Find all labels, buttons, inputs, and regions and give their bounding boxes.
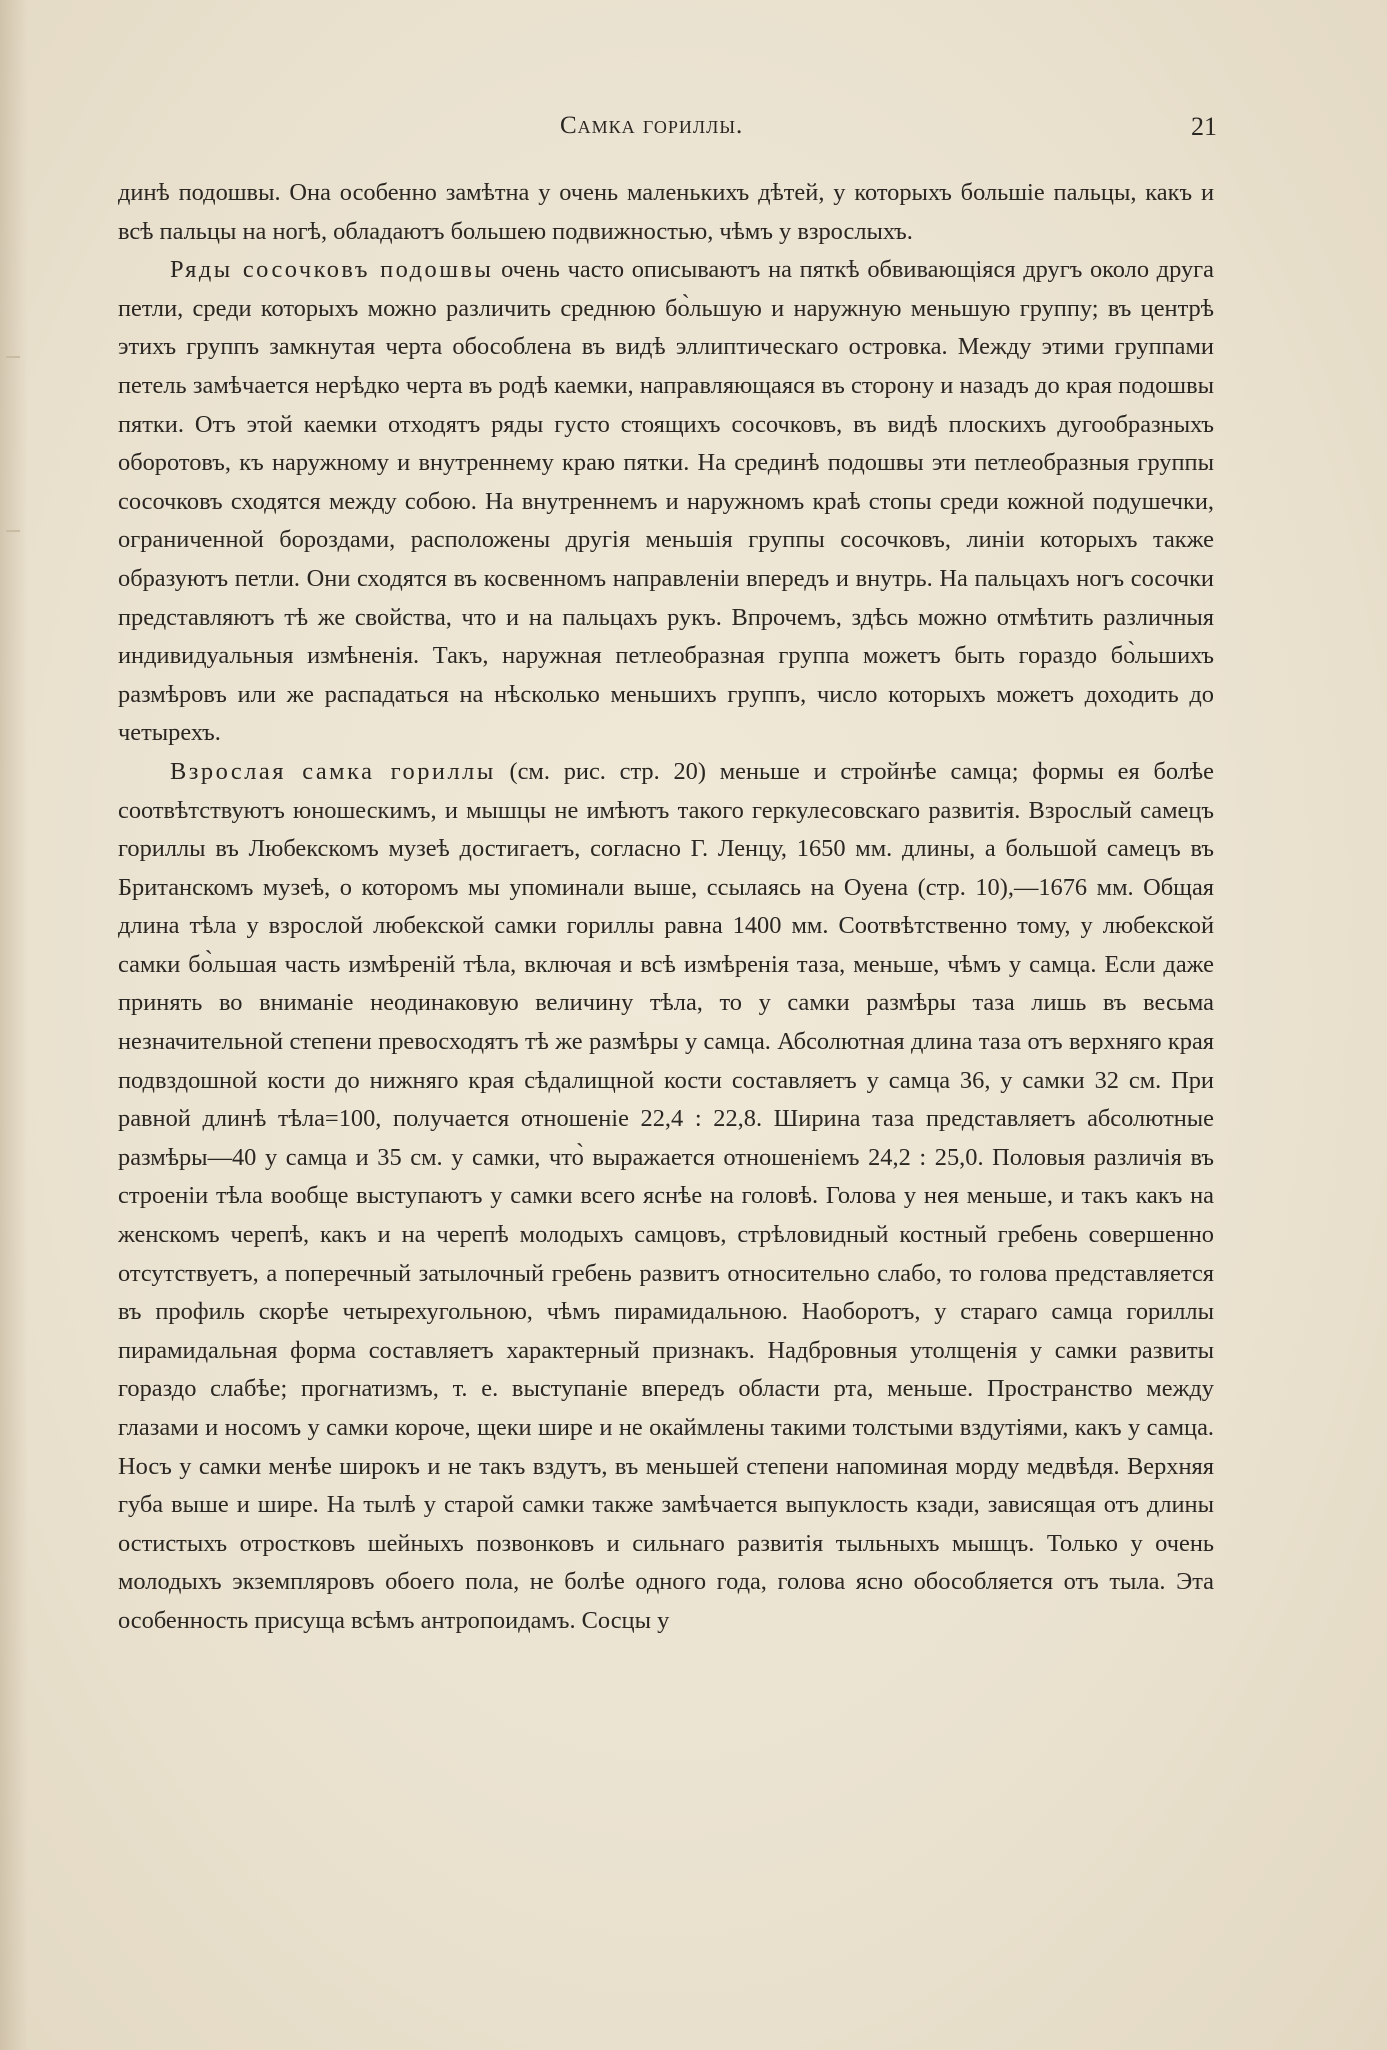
paragraph-text: (см. рис. стр. 20) меньше и стройнѣе самца; формы ея болѣе соотвѣтствуютъ юношескимъ, и мышцы не имѣютъ такого геркулесовскаго развитія. Взрослый самецъ гориллы въ Любекскомъ музеѣ достигаетъ, согласно Г. Ленцу, 1650 мм. длины, а большой самецъ въ Британскомъ музеѣ, о которомъ мы упоминали выше, ссылаясь на Оуена (стр. 10),—1676 мм. Общая длина тѣла у взрослой любекской самки гориллы равна 1400 мм. Соотвѣтственно тому, у любекской самки бо̀льшая часть измѣреній тѣла, включая и всѣ измѣренія таза, меньше, чѣмъ у самца. Если даже принять во вниманіе неодинаковую величину тѣла, то у самки размѣры таза лишь въ весьма незначительной степени превосходятъ тѣ же размѣры у самца. Абсолютная длина таза отъ верхняго края подвздошной кости до нижняго края сѣдалищной кости составляетъ у самца 36, у самки 32 см. При равной длинѣ тѣла=100, получается отношеніе 22,4 : 22,8. Ширина таза представляетъ абсолютные размѣры—40 у самца и 35 см. у самки, что̀ выражается отношеніемъ 24,2 : 25,0. Половыя различія въ строеніи тѣла вообще выступаютъ у самки всего яснѣе на головѣ. Голова у нея меньше, и такъ какъ на женскомъ черепѣ, какъ и на черепѣ молодыхъ самцовъ, стрѣловидный костный гребень совершенно отсутствуетъ, а поперечный затылочный гребень развитъ относительно слабо, то голова представляется въ профиль скорѣе четырехугольною, чѣмъ пирамидальною. Наоборотъ, у стараго самца гориллы пирамидальная форма составляетъ характерный признакъ. Надбровныя утолщенія у самки развиты гораздо слабѣе; прогнатизмъ, т. е. выступаніе впередъ области рта, меньше. Пространство между глазами и носомъ у самки короче, щеки шире и не окаймлены такими толстыми вздутіями, какъ у самца. Носъ у самки менѣе широкъ и не такъ вздутъ, въ меньшей степени напоминая морду медвѣдя. Верхняя губа выше и шире. На тылѣ у старой самки также замѣчается выпуклость кзади, зависящая отъ длины остистыхъ отростковъ шейныхъ позвонковъ и сильнаго развитія тыльныхъ мышцъ. Только у очень молодыхъ экземпляровъ обоего пола, не болѣе одного года, голова ясно обособляется отъ тыла. Эта особенность присуща всѣмъ антропоидамъ. Сосцы у	[118, 757, 1214, 1634]
running-head	[0, 112, 1387, 152]
spine-shadow	[0, 0, 28, 2050]
paragraph-text: очень часто описываютъ на пяткѣ обвивающіяся другъ около друга петли, среди которыхъ можно различить среднюю бо̀льшую и наружную меньшую группу; въ центрѣ этихъ группъ замкнутая черта обособлена въ видѣ эллиптическаго островка. Между этими группами петель замѣчается нерѣдко черта въ родѣ каемки, направляющаяся въ сторону и назадъ до края подошвы пятки. Отъ этой каемки отходятъ ряды густо стоящихъ сосочковъ, въ видѣ плоскихъ дугообразныхъ оборотовъ, къ наружному и внутреннему краю пятки. На срединѣ подошвы эти петлеобразныя группы сосочковъ сходятся между собою. На внутреннемъ и наружномъ краѣ стопы среди кожной подушечки, ограниченной бороздами, расположены другія меньшія группы сосочковъ, линіи которыхъ также образуютъ петли. Они сходятся въ косвенномъ направленіи впередъ и внутрь. На пальцахъ ногъ сосочки представляютъ тѣ же свойства, что и на пальцахъ рукъ. Впрочемъ, здѣсь можно отмѣтить различныя индивидуальныя измѣненія. Такъ, наружная петлеобразная группа можетъ быть гораздо бо̀льшихъ размѣровъ или же распадаться на нѣсколько меньшихъ группъ, число которыхъ можетъ доходить до четырехъ.	[118, 256, 1214, 747]
paragraph-text: динѣ подошвы. Она особенно замѣтна у очень маленькихъ дѣтей, у которыхъ большіе пальцы, какъ и всѣ пальцы на ногѣ, обладаютъ большею подвижностью, чѣмъ у взрослыхъ.	[118, 179, 1214, 245]
running-head-title: Самка гориллы.	[560, 112, 744, 139]
paragraph-sole-papillae	[118, 251, 1214, 753]
paragraph-lead-phrase: Ряды сосочковъ подошвы	[170, 256, 494, 284]
page-number: 21	[1191, 112, 1217, 141]
paragraph-continuation	[118, 174, 1214, 251]
paragraph-adult-female	[118, 753, 1214, 1641]
paragraph-lead-phrase: Взрослая самка гориллы	[170, 757, 496, 785]
margin-mark	[6, 530, 20, 532]
body-text	[118, 174, 1214, 1641]
margin-mark	[6, 356, 20, 358]
